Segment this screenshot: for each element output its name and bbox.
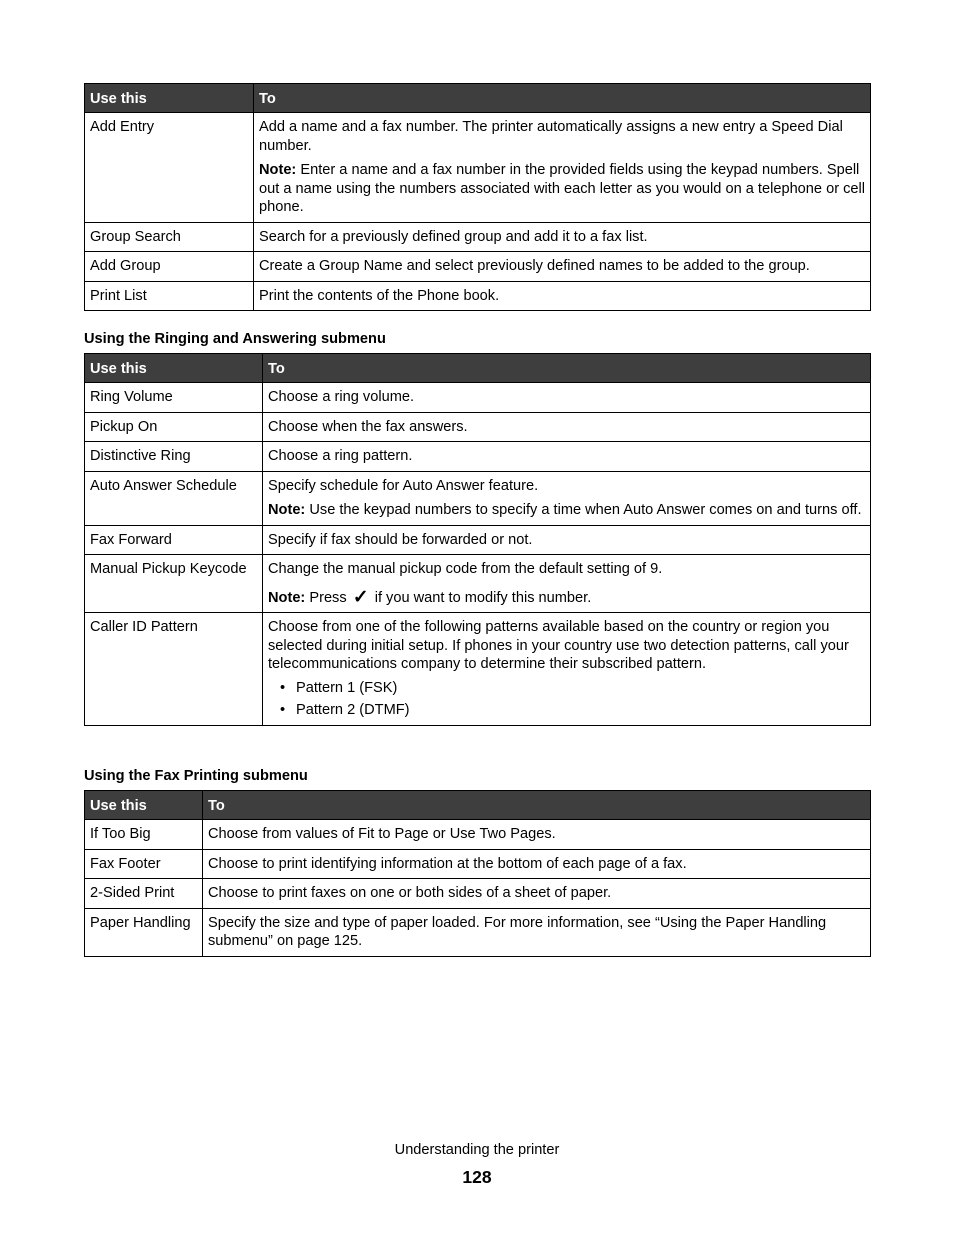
option-name: Auto Answer Schedule <box>85 471 263 525</box>
option-description: Specify if fax should be forwarded or not. <box>263 525 871 555</box>
table-row <box>85 613 871 726</box>
note <box>259 161 865 217</box>
option-description: Choose to print identifying information at the bottom of each page of a fax. <box>203 849 871 879</box>
list-item: • Pattern 1 (FSK) <box>268 679 865 698</box>
option-name: Caller ID Pattern <box>85 613 263 726</box>
table-row <box>85 252 871 282</box>
option-description: Choose to print faxes on one or both sides of a sheet of paper. <box>203 879 871 909</box>
option-name: Add Group <box>85 252 254 282</box>
header-to: To <box>263 354 871 383</box>
fax-printing-table <box>84 790 871 957</box>
table-header-row <box>85 84 871 113</box>
option-name: Ring Volume <box>85 383 263 413</box>
table-row <box>85 383 871 413</box>
description-text: Change the manual pickup code from the default setting of 9. <box>268 561 663 577</box>
note-text-post: if you want to modify this number. <box>370 589 592 606</box>
note-text-pre: Press <box>305 589 351 606</box>
header-use-this: Use this <box>85 354 263 383</box>
page-number: 128 <box>462 1167 492 1187</box>
table-row <box>85 113 871 223</box>
header-use-this: Use this <box>85 791 203 820</box>
table-row <box>85 908 871 956</box>
checkmark-icon: ✓ <box>352 586 369 608</box>
note <box>268 501 865 520</box>
description-text: Choose from one of the following patterns available based on the country or region you selected during initial setup. If phones in your country use two detection patterns, call your telecommunications company to determine their subscribed pattern. <box>268 619 849 672</box>
table-row <box>85 555 871 613</box>
table-row <box>85 525 871 555</box>
option-description: Choose when the fax answers. <box>263 412 871 442</box>
description-text: Specify schedule for Auto Answer feature. <box>268 477 539 494</box>
description-text: Add a name and a fax number. The printer automatically assigns a new entry a Speed Dial number. <box>259 119 843 154</box>
option-description: Search for a previously defined group and add it to a fax list. <box>254 222 871 252</box>
table-row <box>85 222 871 252</box>
table-header-row <box>85 354 871 383</box>
table-row <box>85 471 871 525</box>
table-row <box>85 849 871 879</box>
note <box>268 586 865 608</box>
option-name: Paper Handling <box>85 908 203 956</box>
option-description: Choose a ring volume. <box>263 383 871 413</box>
list-item: • Pattern 2 (DTMF) <box>268 701 865 720</box>
table-row <box>85 879 871 909</box>
option-name: Add Entry <box>85 113 254 223</box>
note-label: Note: <box>259 162 297 178</box>
section-heading-ringing: Using the Ringing and Answering submenu <box>84 331 386 347</box>
note-label: Note: <box>268 589 306 606</box>
section-heading-fax-printing: Using the Fax Printing submenu <box>84 768 308 784</box>
header-to: To <box>203 791 871 820</box>
bullet-list <box>268 679 865 720</box>
option-description <box>254 113 871 223</box>
option-name: Group Search <box>85 222 254 252</box>
option-name: Pickup On <box>85 412 263 442</box>
option-name: If Too Big <box>85 820 203 850</box>
table-row <box>85 820 871 850</box>
option-description: Specify the size and type of paper loaded. For more information, see “Using the Paper Handling submenu” on page 125. <box>203 908 871 956</box>
option-name: Distinctive Ring <box>85 442 263 472</box>
option-name: Manual Pickup Keycode <box>85 555 263 613</box>
note-text: Use the keypad numbers to specify a time when Auto Answer comes on and turns off. <box>305 502 862 518</box>
option-name: Fax Forward <box>85 525 263 555</box>
ringing-answering-table <box>84 353 871 726</box>
header-use-this: Use this <box>85 84 254 113</box>
option-description: Choose from values of Fit to Page or Use Two Pages. <box>203 820 871 850</box>
table-row <box>85 281 871 311</box>
option-name: 2-Sided Print <box>85 879 203 909</box>
option-description <box>263 471 871 525</box>
option-name: Fax Footer <box>85 849 203 879</box>
footer-chapter-title: Understanding the printer <box>394 1142 560 1158</box>
note-text: Enter a name and a fax number in the provided fields using the keypad numbers. Spell out a name using the numbers associated with each letter as you would on a telephone or cell phone. <box>259 162 866 215</box>
option-description <box>263 555 871 613</box>
table-header-row <box>85 791 871 820</box>
header-to: To <box>254 84 871 113</box>
option-description: Print the contents of the Phone book. <box>254 281 871 311</box>
table-row <box>85 412 871 442</box>
option-name: Print List <box>85 281 254 311</box>
note-label: Note: <box>268 502 306 518</box>
table-row <box>85 442 871 472</box>
option-description: Create a Group Name and select previously defined names to be added to the group. <box>254 252 871 282</box>
option-description <box>263 613 871 726</box>
option-description: Choose a ring pattern. <box>263 442 871 472</box>
phone-book-table <box>84 83 871 311</box>
